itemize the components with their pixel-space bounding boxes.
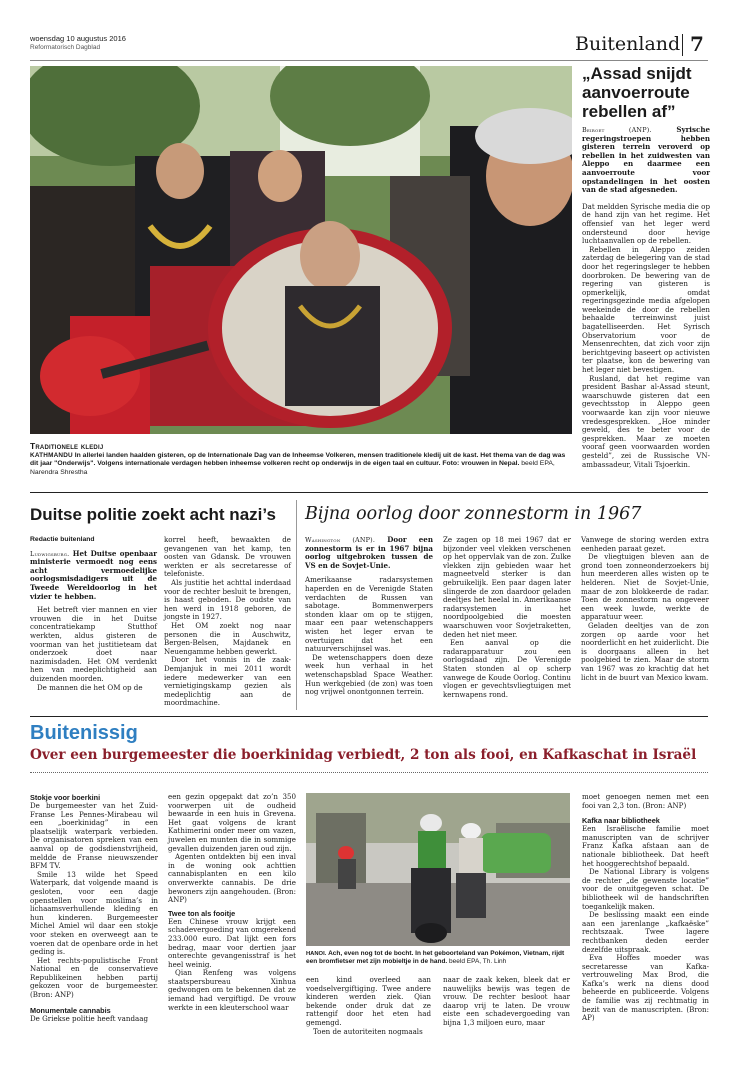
fooi-head: Twee ton als fooitje [168, 908, 236, 918]
assad-headline: „Assad snijdt aanvoerroute rebellen af” [582, 64, 692, 121]
nazi-byline: Redactie buitenland [30, 536, 95, 543]
photo1-place: KATHMANDU [30, 452, 73, 459]
storm-paragraph: De wetenschappers doen deze week hun verhaal in het wetenschapsblad Space Weather. Hun werkgebied (de zon) was toen nog vrijwel onontgonnen terrein. [305, 652, 433, 697]
divider-rule [30, 492, 708, 493]
nazi-paragraph: Als justitie het achttal inderdaad voor de rechter besluit te brengen, is haast geboden. De oudste van hen werd in 1918 geboren, de jongste in 1927. [164, 577, 291, 622]
storm-col1 [305, 536, 433, 697]
fooi-paragraph: naar de zaak keken, bleek dat er nauwelijks bewijs was tegen de vrouw. De rechter besloot haar daarop vrij te laten. De vrouw eiste een schadevergoeding van bijna 1,3 miljoen euro, maar [443, 975, 570, 1027]
photo1-label: Traditionele kledij [30, 441, 104, 451]
storm-col2 [443, 536, 571, 699]
storm-col3 [581, 536, 709, 682]
photo1-caption [30, 441, 572, 477]
dotted-rule [30, 772, 708, 773]
buitenissig-col4 [443, 976, 570, 1028]
boerkini-paragraph: Het rechts-populistische Front National en de conservatieve Republikeinen hebben partij gekozen voor de burgemeester. (Bron: ANP) [30, 955, 158, 1000]
fooi-paragraph: Een Chinese vrouw krijgt een schadevergoeding van omgerekend 233.000 euro. Dat lijkt een fors bedrag, maar voor dertien jaar onterechte gevangenisstraf is het heel weinig. [168, 916, 296, 969]
photo2-credit: beeld EPA, Th. Linh [449, 958, 507, 965]
photo1-credit: beeld EPA, Narendra Shrestha [30, 460, 555, 476]
photo2-caption-text: Ach, even nog tot de bocht. In het geboorteland van Pokémon, Vietnam, rijdt een bromfietser met zijn mobieltje in de hand. [306, 950, 565, 965]
storm-paragraph: Vanwege de storing werden extra eenheden paraat gezet. [581, 535, 709, 553]
storm-paragraph: De vliegtuigen bleven aan de grond toen zonneonderzoekers bij hun meerderen alles wisten op te helderen. Niet de Sovjet-Unie, maar de zon blokkeerde de radar. Toen de zonnestorm na ongeveer een week luwde, werkte de apparatuur weer. [581, 552, 709, 622]
nazi-lead: Het Duitse openbaar ministerie vermoedt nog eens acht vermoedelijke oorlogsmisdadigers uit de Tweede Wereldoorlog in het vizier te hebben. [30, 548, 157, 601]
fooi-paragraph: Qian Renfeng was volgens staatspersbureau Xinhua gedwongen om te bekennen dat ze iemand had vergiftigd. De vrouw werkte in een kleuterschool waar [168, 968, 296, 1012]
cannabis-paragraph: Agenten ontdekten bij een inval in de woning ook achttien cannabisplanten en een kilo onverwerkte cannabis. De drie bewoners zijn aangehouden. (Bron: ANP) [168, 852, 296, 905]
buitenissig-col3 [306, 976, 431, 1036]
buitenissig-label: Buitenissig [30, 722, 138, 744]
assad-body [582, 126, 710, 469]
fooi-paragraph: een kind overleed aan voedselvergiftiging. Twee andere kinderen werden ziek. Qian bekende onder druk dat ze rattengif door het eten had gemengd. [306, 975, 431, 1027]
nazi-col2 [164, 536, 291, 708]
photo2-place: HANOI. [306, 951, 327, 957]
storm-dateline: Washington (ANP). [305, 536, 376, 544]
buitenissig-col5 [582, 793, 709, 1023]
assad-paragraph: Dat meldden Syrische media die op de hand zijn van het regime. Het offensief van het leger werd ondersteund door hevige luchtaanvallen op de rebellen. [582, 201, 710, 246]
photo2-caption [306, 950, 570, 966]
storm-lead: Door een zonnestorm is er in 1967 bijna oorlog uitgebroken tussen de VS en de Sovjet-Unie. [305, 535, 433, 570]
assad-lead: Syrische regeringstroepen hebben gisteren terrein veroverd op rebellen in het zuidwesten van Aleppo en daarmee een aanvoerroute voor opstandelingen in het oosten van de stad afgesneden. [582, 125, 710, 195]
masthead-paper: Reformatorisch Dagblad [30, 44, 101, 51]
cannabis-paragraph: De Griekse politie heeft vandaag [30, 1013, 149, 1023]
kafka-paragraph: Een Israëlische familie moet manuscripten van de schrijver Franz Kafka afstaan aan de nationale bibliotheek. Dat heeft het hooggerechtshof bepaald. [582, 824, 709, 868]
assad-paragraph: Rebellen in Aleppo zeiden zaterdag de belegering van de stad door het regeringsleger te hebben doorbroken. De bewering van de regering van gisteren is opmerkelijk, omdat regeringsgezinde media afgelopen weekeinde de door de rebellen behaalde terreinwinst juist bagatelliseerden. Het Syrisch Observatorium voor de Mensenrechten, dat zich voor zijn berichtgeving baseert op activisten ter plaatse, kon de bewering van het leger niet bevestigen. [582, 244, 710, 375]
cannabis-head: Monumentale cannabis [30, 1005, 111, 1015]
fooi-paragraph: moet genoegen nemen met een fooi van 2,3 ton. (Bron: ANP) [582, 792, 709, 810]
assad-dateline: Beiroet (ANP). [582, 126, 652, 134]
nazi-paragraph: korrel heeft, bewaakten de gevangenen van het kamp, ten oosten van Gdansk. De vrouwen werkten er als secretaresse of telefoniste. [164, 535, 291, 579]
section-title: Buitenland [575, 33, 681, 55]
nazi-paragraph: Het betreft vier mannen en vier vrouwen die in het Duitse concentratiekamp Stutthof werkten, aldus gisteren de voorman van het justitieteam dat onderzoek doet naar nazimisdaden. Het OM verdenkt hen van medeplichtigheid aan duizenden moorden. [30, 605, 157, 683]
fooi-paragraph: Toen de autoriteiten nogmaals [313, 1026, 423, 1036]
page-number: 7 [690, 32, 704, 56]
masthead-divider [682, 34, 683, 56]
boerkini-paragraph: Smile 13 wilde het Speed Waterpark, dat volgende maand is gesloten, voor een dagje openstellen voor moslima’s in lichaamsverhullende kleding en hun kinderen. Burgemeester Michel Amiel wil daar een stokje voor steken en overweegt aan te voeren dat de openbare orde in het geding is. [30, 869, 158, 957]
kafka-paragraph: Eva Hoffes moeder was secretaresse van Kafka-vertrouweling Max Brod, die Kafka’s werk na diens dood beheerde en publiceerde. Volgens de familie was zij rechtmatig in bezit van de manuscripten. (Bron: AP) [582, 953, 709, 1023]
kafka-paragraph: De beslissing maakt een einde aan een jarenlange „kafkaëske” rechtszaak. Twee lagere rechtbanken deden eerder dezelfde uitspraak. [582, 910, 709, 954]
buitenissig-col1 [30, 793, 158, 1023]
photo-nepal-traditional-dress [30, 66, 572, 434]
nazi-dateline: Ludwigsburg. [30, 549, 70, 558]
storm-paragraph: Ze zagen op 18 mei 1967 dat er bijzonder veel vlekken verschenen op het oppervlak van de zon. Zulke vlekken zijn gebieden waar het magneetveld sterker is dan gebruikelijk. Een paar dagen later slingerde de zon daardoor geladen deeltjes het heelal in. Amerikaanse radarsystemen in het noordpoolgebied die moesten waarschuwen voor Sovjetraketten, deden het niet meer. [443, 535, 571, 639]
storm-paragraph: Amerikaanse radarsystemen haperden en de Verenigde Staten verdachten de Russen van sabotage. Bommenwerpers stonden klaar om op te stijgen, maar een paar wetenschappers wisten het leger ervan te overtuigen dat het een natuurverschijnsel was. [305, 575, 433, 654]
nazi-headline: Duitse politie zoekt acht nazi’s [30, 505, 276, 524]
nazi-paragraph: De mannen die het OM op de [37, 682, 143, 692]
masthead-rule [30, 60, 708, 61]
boerkini-head: Stokje voor boerkini [30, 793, 101, 802]
kafka-head: Kafka naar bibliotheek [582, 816, 660, 826]
masthead-date: woensdag 10 augustus 2016 [30, 34, 126, 43]
storm-headline: Bijna oorlog door zonnestorm in 1967 [305, 504, 642, 524]
column-divider [296, 500, 297, 710]
storm-paragraph: Een aanval op die radarapparatuur zou een oorlogsdaad zijn. De Verenigde Staten stonden al op scherp vanwege de Koude Oorlog. Continu vlogen er gevechtsvliegtuigen met kernwapens rond. [443, 638, 571, 699]
storm-paragraph: Geladen deeltjes van de zon zorgen op aarde voor het noorderlicht en het zuiderlicht. Die is doorgaans alleen in het poolgebied te zien. Maar de storm van 1967 was zo krachtig dat het licht in de buurt van Mexico kwam. [581, 620, 709, 682]
nazi-col1 [30, 536, 157, 692]
divider-rule [30, 716, 708, 717]
cannabis-paragraph: een gezin opgepakt dat zo’n 350 voorwerpen uit de oudheid bewaarde in een huis in Grevena. Het gaat volgens de krant Kathimerini onder meer om vazen, juwelen en munten die in sommige gevallen duizenden jaren oud zijn. [168, 792, 296, 853]
photo-hanoi-scooter [306, 793, 570, 946]
assad-paragraph: Rusland, dat het regime van president Bashar al-Assad steunt, waarschuwde gisteren dat een gevechtsstop in Aleppo geen voorwaarde kan zijn voor nieuwe vredesgesprekken. „Hoe minder geweld, des te beter voor de gesprekken. Maar ze moeten vooraf geen voorwaarden worden gesteld”, zei de Russische VN-ambassadeur, Vitali Tsjoerkin. [582, 373, 710, 469]
boerkini-paragraph: De burgemeester van het Zuid-Franse Les Pennes-Mirabeau wil een „boerkinidag” in een plaatselijk waterpark verbieden. De organisatoren spreken van een aanval op de godsdienstvrijheid, meldde de Franse nieuwszender BFM TV. [30, 801, 158, 871]
nazi-paragraph: Het OM zoekt nog naar personen die in Auschwitz, Bergen-Belsen, Majdanek en Neuengamme hebben gewerkt. [164, 620, 291, 656]
kafka-paragraph: De National Library is volgens de rechter „de gewenste locatie” voor de onuitgegeven schat. De bibliotheek wil de handschriften toegankelijk maken. [582, 867, 709, 911]
buitenissig-col2 [168, 793, 296, 1012]
photo1-caption-text: In allerlei landen haalden gisteren, op de Internationale Dag van de Inheemse Volkeren, mensen traditionele kledij uit de kast. Het thema van de dag was dit jaar "Onderwijs". Volgens internationale verdagen hebben inheemse volkeren recht op onderwijs in de eigen taal en cultuur. Foto: vrouwen in Nepal. [30, 452, 566, 468]
buitenissig-subtitle: Over een burgemeester die boerkinidag verbiedt, 2 ton als fooi, en Kafkaschat in Israël [30, 747, 697, 763]
nazi-paragraph: Door het vonnis in de zaak-Demjanjuk in mei 2011 wordt iedere medewerker van een vernietigingskamp gezien als medeplichtig aan de moordmachine. [164, 655, 291, 708]
